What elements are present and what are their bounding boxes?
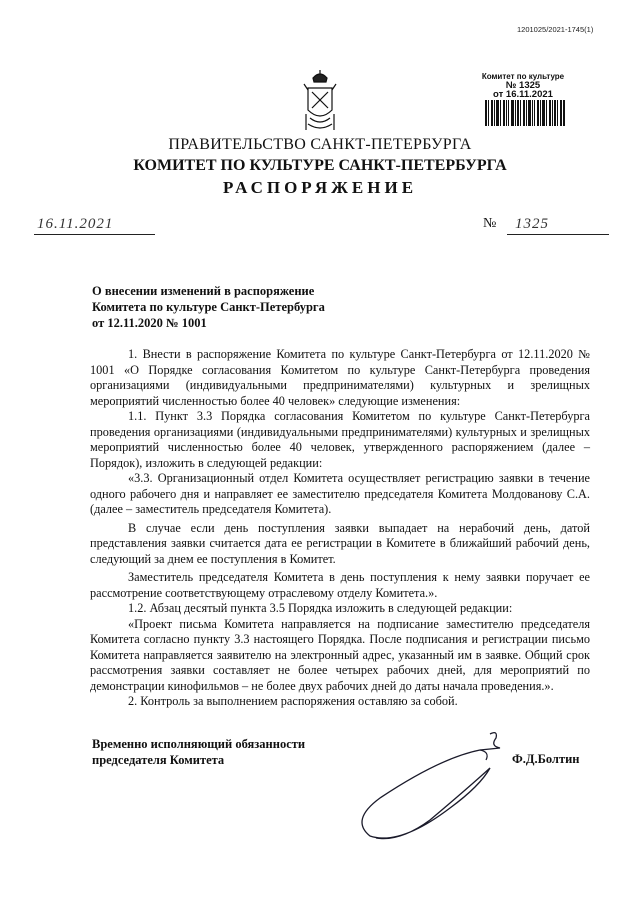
body-paragraph: Заместитель председателя Комитета в день поступления к нему заявки поручает ее рассмотрение соответствующему отраслевому отделу Комитета.».	[90, 570, 590, 600]
position-line: председателя Комитета	[92, 753, 225, 767]
order-date: 16.11.2021	[34, 216, 155, 235]
subject-line: О внесении изменений в распоряжение	[92, 284, 315, 298]
committee-title: КОМИТЕТ ПО КУЛЬТУРЕ САНКТ-ПЕТЕРБУРГА	[133, 157, 507, 174]
body-paragraph: 2. Контроль за выполнением распоряжения оставляю за собой.	[128, 694, 458, 708]
document-body	[90, 347, 590, 710]
subject-line: Комитета по культуре Санкт-Петербурга	[92, 300, 325, 314]
order-number-label: №	[483, 216, 497, 231]
coat-of-arms-emblem	[302, 70, 338, 132]
signatory-position	[92, 736, 322, 768]
registration-stamp	[480, 72, 566, 99]
order-number-block	[483, 216, 601, 234]
document-type-title: РАСПОРЯЖЕНИЕ	[222, 178, 418, 197]
body-paragraph: «3.3. Организационный отдел Комитета осуществляет регистрацию заявки в течение одного рабочего дня и направляет ее заместителю председателя Комитета Молдованову С.А. (далее – заместитель председателя Комитета).	[90, 471, 590, 516]
body-paragraph: В случае если день поступления заявки выпадает на нерабочий день, датой представления заявки считается дата ее регистрации в Комитете в ближайший рабочий день, следующий за днем ее поступления в Комитет.	[90, 520, 590, 566]
subject-line: от 12.11.2020 № 1001	[92, 316, 207, 330]
body-paragraph: «Проект письма Комитета направляется на подписание заместителю председателя Комитета согласно пункту 3.3 настоящего Порядка. После подписания и регистрации письмо Комитета направляется заявителю на электронный адрес, указанный им в заявке. Общий срок рассмотрения заявки составляет не более четырех рабочих дней, для мероприятий по демонстрации кинофильмов – не более двух рабочих дней до даты начала проведения.».	[90, 616, 590, 693]
document-reference: 1201025/2021-1745(1)	[517, 25, 594, 34]
stamp-org: Комитет по культуре	[481, 72, 565, 81]
body-paragraph: 1. Внести в распоряжение Комитета по культуре Санкт-Петербурга от 12.11.2020 № 1001 «О Порядке согласования Комитетом по культуре Санкт-Петербурга проведения организациями (индивидуальными предпринимателями) культурных и зрелищных мероприятий численностью более 40 человек» следующие изменения:	[90, 347, 590, 408]
subject-heading	[92, 283, 392, 331]
barcode	[485, 100, 565, 126]
body-paragraph: 1.2. Абзац десятый пункта 3.5 Порядка изложить в следующей редакции:	[128, 601, 513, 615]
government-title: ПРАВИТЕЛЬСТВО САНКТ-ПЕТЕРБУРГА	[168, 136, 472, 153]
signatory-name: Ф.Д.Болтин	[512, 752, 580, 766]
order-number: 1325	[507, 216, 609, 235]
stamp-number: № 1325	[505, 80, 541, 91]
stamp-date: от 16.11.2021	[493, 89, 553, 100]
position-line: Временно исполняющий обязанности	[92, 737, 306, 751]
handwritten-signature	[340, 728, 520, 848]
body-paragraph: 1.1. Пункт 3.3 Порядка согласования Комитетом по культуре Санкт-Петербурга проведения организациями (индивидуальными предпринимателями) культурных и зрелищных мероприятий численностью более 40 человек, утвержденного распоряжением (далее – Порядок), изложить в следующей редакции:	[90, 409, 590, 470]
